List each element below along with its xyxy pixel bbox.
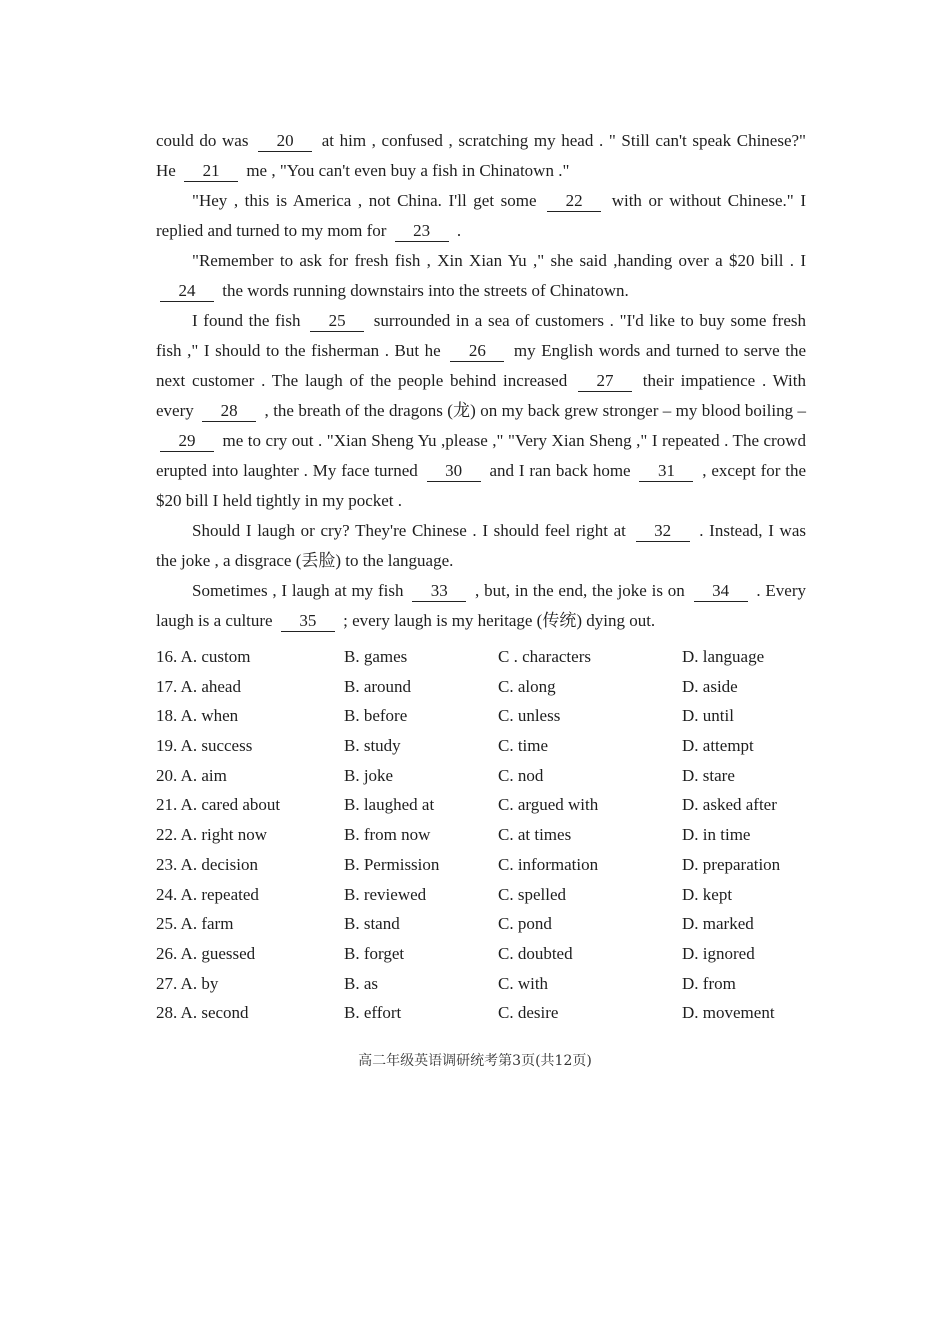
passage-text: "Remember to ask for fresh fish , Xin Xian Yu ," she said ,handing over a $20 bill . I bbox=[192, 251, 806, 270]
passage-text: , but, in the end, the joke is on bbox=[470, 581, 690, 600]
passage-text: surrounded in a sea of customers . "I'd like to buy some fresh fish ," I should to the fisherman . But he bbox=[156, 311, 807, 360]
option-b: B. games bbox=[344, 647, 408, 666]
option-d: D. language bbox=[682, 647, 765, 666]
option-c: C. at times bbox=[498, 825, 572, 845]
option-d: D. stare bbox=[682, 765, 735, 785]
option-d: D. from bbox=[682, 973, 736, 993]
option-c: C. spelled bbox=[498, 884, 566, 904]
option-a: 19. A. success bbox=[156, 736, 253, 756]
blank-20: 20 bbox=[258, 131, 312, 152]
option-d: D. preparation bbox=[682, 854, 781, 874]
option-a: 22. A. right now bbox=[156, 825, 267, 845]
question-22 bbox=[156, 820, 806, 850]
passage-paragraph bbox=[156, 516, 806, 576]
question-28 bbox=[156, 998, 806, 1028]
option-b: B. from now bbox=[344, 825, 431, 845]
option-b: B. as bbox=[344, 973, 378, 993]
passage-text: with or without Chinese." I replied and turned to my mom for bbox=[156, 191, 806, 240]
question-27 bbox=[156, 969, 806, 999]
passage-text: their impatience . With every bbox=[156, 371, 806, 420]
answer-options bbox=[156, 642, 806, 1028]
option-a: 20. A. aim bbox=[156, 765, 227, 785]
option-d: D. ignored bbox=[682, 943, 755, 963]
question-26 bbox=[156, 939, 806, 969]
blank-30: 30 bbox=[427, 461, 481, 482]
passage-paragraph bbox=[156, 126, 806, 186]
passage-text: at him , confused , scratching my head . " Still can't speak Chinese?" He bbox=[156, 131, 806, 180]
passage-text: . bbox=[452, 221, 462, 240]
option-d: D. aside bbox=[682, 676, 738, 696]
exam-page bbox=[156, 126, 806, 1028]
question-21 bbox=[156, 790, 806, 820]
option-c: C. information bbox=[498, 854, 599, 874]
blank-32: 32 bbox=[636, 521, 690, 542]
blank-27: 27 bbox=[578, 371, 632, 392]
passage-text: the words running downstairs into the streets of Chinatown. bbox=[218, 281, 629, 300]
passage-paragraph bbox=[156, 246, 806, 306]
blank-24: 24 bbox=[160, 281, 214, 302]
blank-28: 28 bbox=[202, 401, 256, 422]
option-a: 18. A. when bbox=[156, 706, 239, 726]
option-d: D. movement bbox=[682, 1003, 775, 1023]
passage-text: me , "You can't even buy a fish in Chinatown ." bbox=[242, 161, 570, 180]
passage-paragraph bbox=[156, 306, 806, 516]
option-d: D. kept bbox=[682, 884, 733, 904]
question-17 bbox=[156, 672, 806, 702]
blank-35: 35 bbox=[281, 611, 335, 632]
option-b: B. study bbox=[344, 736, 401, 756]
option-a: 28. A. second bbox=[156, 1003, 249, 1023]
option-b: B. laughed at bbox=[344, 795, 435, 815]
option-a: 17. A. ahead bbox=[156, 676, 241, 696]
option-c: C. with bbox=[498, 973, 549, 993]
blank-33: 33 bbox=[412, 581, 466, 602]
blank-29: 29 bbox=[160, 431, 214, 452]
blank-26: 26 bbox=[450, 341, 504, 362]
option-d: D. asked after bbox=[682, 795, 777, 815]
option-d: D. in time bbox=[682, 825, 751, 845]
question-24 bbox=[156, 880, 806, 910]
option-b: B. Permission bbox=[344, 854, 440, 874]
passage-text: . Instead, I was the joke , a disgrace (丢脸) to the language. bbox=[156, 521, 806, 570]
passage-text: . Every laugh is a culture bbox=[156, 581, 807, 630]
passage-paragraph bbox=[156, 576, 806, 636]
option-a: 25. A. farm bbox=[156, 914, 234, 934]
passage-text: and I ran back home bbox=[484, 461, 636, 480]
option-b: B. reviewed bbox=[344, 884, 427, 904]
cloze-passage bbox=[156, 126, 806, 636]
option-a: 16. A. custom bbox=[156, 647, 251, 666]
option-c: C. desire bbox=[498, 1003, 559, 1023]
page-footer: 高二年级英语调研统考第3页(共12页) bbox=[358, 1053, 592, 1069]
question-19 bbox=[156, 731, 806, 761]
option-b: B. effort bbox=[344, 1003, 402, 1023]
option-c: C. pond bbox=[498, 914, 552, 934]
passage-text: Should I laugh or cry? They're Chinese . I should feel right at bbox=[192, 521, 632, 540]
blank-22: 22 bbox=[547, 191, 601, 212]
blank-25: 25 bbox=[310, 311, 364, 332]
option-d: D. attempt bbox=[682, 736, 754, 756]
blank-34: 34 bbox=[694, 581, 748, 602]
option-c: C. unless bbox=[498, 706, 561, 726]
option-c: C. nod bbox=[498, 765, 544, 785]
option-b: B. joke bbox=[344, 765, 394, 785]
option-d: D. marked bbox=[682, 914, 754, 934]
option-a: 27. A. by bbox=[156, 973, 219, 993]
passage-text: could do was bbox=[156, 131, 255, 150]
option-b: B. forget bbox=[344, 943, 405, 963]
passage-text: , except for the $20 bill I held tightly in my pocket . bbox=[156, 461, 807, 510]
passage-text: ; every laugh is my heritage (传统) dying out. bbox=[338, 611, 656, 630]
passage-text: "Hey , this is America , not China. I'll get some bbox=[192, 191, 544, 210]
passage-paragraph bbox=[156, 186, 806, 246]
option-a: 21. A. cared about bbox=[156, 795, 281, 815]
question-23 bbox=[156, 850, 806, 880]
option-a: 24. A. repeated bbox=[156, 884, 259, 904]
option-b: B. before bbox=[344, 706, 408, 726]
blank-23: 23 bbox=[395, 221, 449, 242]
passage-text: my English words and turned to serve the next customer . The laugh of the people behind increased bbox=[156, 341, 807, 390]
option-c: C. along bbox=[498, 676, 556, 696]
question-16 bbox=[156, 642, 806, 672]
question-18 bbox=[156, 701, 806, 731]
blank-31: 31 bbox=[639, 461, 693, 482]
option-c: C. argued with bbox=[498, 795, 599, 815]
question-20 bbox=[156, 761, 806, 791]
passage-text: I found the fish bbox=[192, 311, 307, 330]
option-c: C. doubted bbox=[498, 943, 573, 963]
option-a: 23. A. decision bbox=[156, 854, 258, 874]
passage-text: , the breath of the dragons (龙) on my back grew stronger – my blood boiling – bbox=[260, 401, 806, 420]
blank-21: 21 bbox=[184, 161, 238, 182]
option-b: B. around bbox=[344, 676, 412, 696]
option-c: C . characters bbox=[498, 647, 591, 666]
question-25 bbox=[156, 909, 806, 939]
option-d: D. until bbox=[682, 706, 734, 726]
option-a: 26. A. guessed bbox=[156, 943, 256, 963]
option-c: C. time bbox=[498, 736, 549, 756]
option-b: B. stand bbox=[344, 914, 400, 934]
passage-text: me to cry out . "Xian Sheng Yu ,please ," "Very Xian Sheng ," I repeated . The crowd erupted into laughter . My face turned bbox=[156, 431, 806, 480]
passage-text: Sometimes , I laugh at my fish bbox=[192, 581, 409, 600]
